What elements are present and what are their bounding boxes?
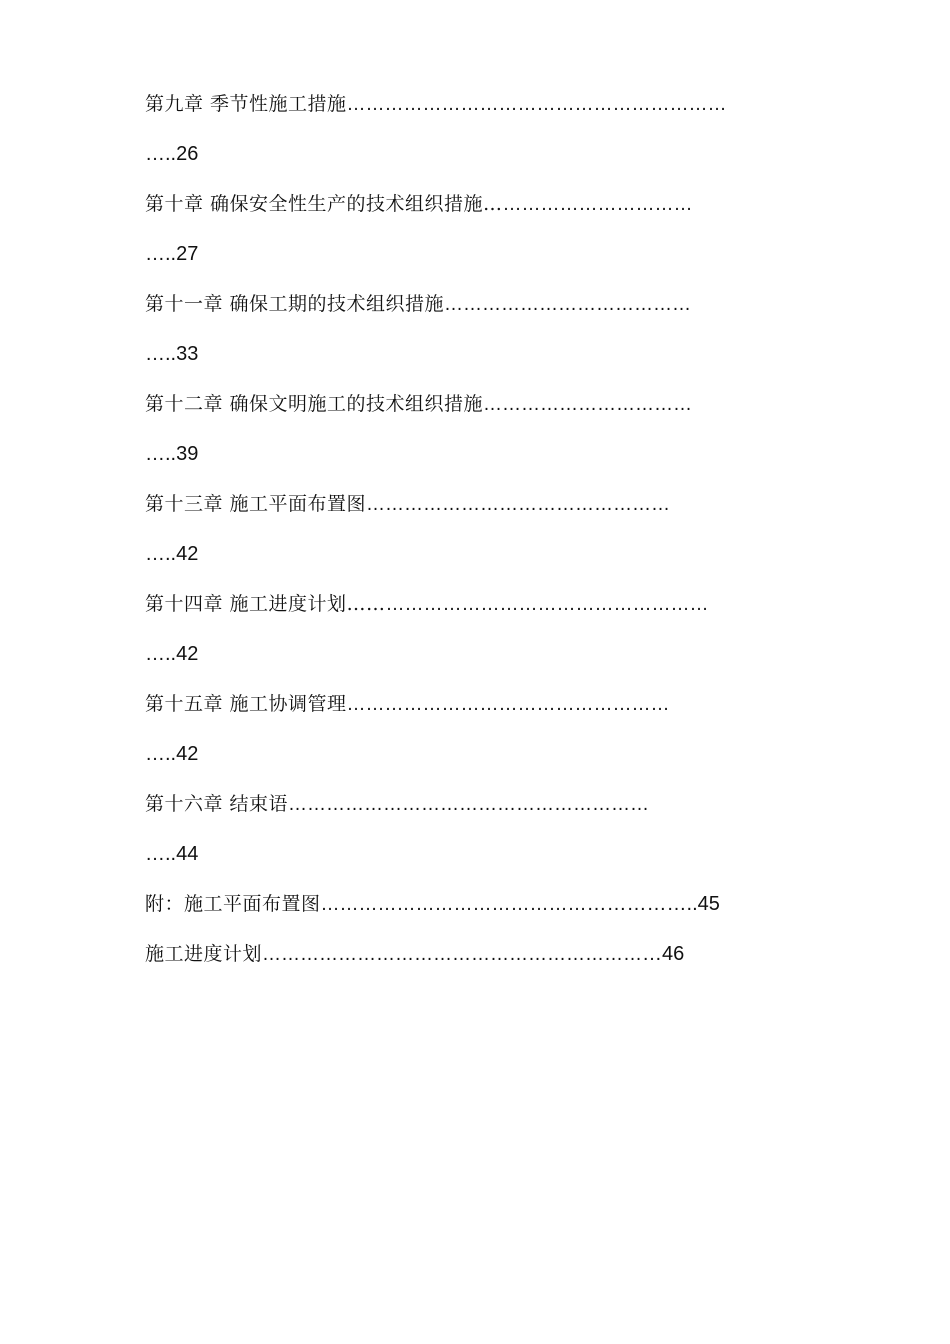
toc-leader-dots: ………………………………………… (366, 494, 671, 515)
toc-page-number: …..42 (145, 743, 199, 765)
toc-entry-title-line (145, 184, 785, 234)
toc-appendix-title: 施工进度计划 (145, 943, 263, 965)
toc-page-number: …..42 (145, 643, 199, 665)
toc-entry-page-line (145, 634, 785, 684)
toc-entry-title-line (145, 84, 785, 134)
toc-page-number: …..39 (145, 443, 199, 465)
toc-entry-title: 第十四章 施工进度计划…… (145, 593, 386, 615)
toc-entry-page-line (145, 134, 785, 184)
toc-entry-title-line (145, 784, 785, 834)
toc-leader-dots: ………………………… (502, 194, 693, 215)
toc-page-number: ……………..45 (586, 893, 720, 915)
toc-entry-title: 第十章 确保安全性生产的技术组织措施… (145, 193, 503, 215)
toc-entry-page-line (145, 434, 785, 484)
toc-entry-title-line (145, 284, 785, 334)
toc-leader-dots: ………………………………… (444, 294, 692, 315)
toc-leader-dots: …………………………………………………… (262, 944, 643, 965)
toc-leader-dots: …………………………………………… (385, 594, 709, 615)
toc-entry-page-line (145, 834, 785, 884)
toc-leader-dots: …………………………………… (320, 894, 587, 915)
toc-leader-dots: …………………………… (483, 394, 693, 415)
toc-entry-title: 第十二章 确保文明施工的技术组织措施 (145, 393, 484, 415)
toc-appendix-line (145, 884, 785, 934)
toc-entry-page-line (145, 334, 785, 384)
toc-entry-title: 第十一章 确保工期的技术组织措施 (145, 293, 445, 315)
toc-page-number: …..44 (145, 843, 199, 865)
toc-page-number: …46 (642, 943, 685, 965)
toc-leader-dots: …………………………………………………… (346, 94, 727, 115)
toc-entry-page-line (145, 734, 785, 784)
toc-entry-page-line (145, 534, 785, 584)
toc-entry-title: 第十三章 施工平面布置图 (145, 493, 367, 515)
toc-appendix-title: 附：施工平面布置图 (145, 893, 321, 915)
table-of-contents (145, 84, 785, 984)
toc-page-number: …..26 (145, 143, 199, 165)
toc-entry-page-line (145, 234, 785, 284)
toc-entry-title-line (145, 484, 785, 534)
toc-page-number: …..27 (145, 243, 199, 265)
toc-entry-title: 第十六章 结束语 (145, 793, 289, 815)
toc-appendix-line (145, 934, 785, 984)
toc-page-number: …..42 (145, 543, 199, 565)
toc-leader-dots: …………………………………………… (346, 694, 670, 715)
toc-entry-title-line (145, 384, 785, 434)
toc-leader-dots: ………………………………………………… (288, 794, 650, 815)
toc-entry-title: 第十五章 施工协调管理 (145, 693, 347, 715)
toc-entry-title-line (145, 584, 785, 634)
toc-page-number: …..33 (145, 343, 199, 365)
toc-entry-title-line (145, 684, 785, 734)
toc-entry-title: 第九章 季节性施工措施 (145, 93, 347, 115)
